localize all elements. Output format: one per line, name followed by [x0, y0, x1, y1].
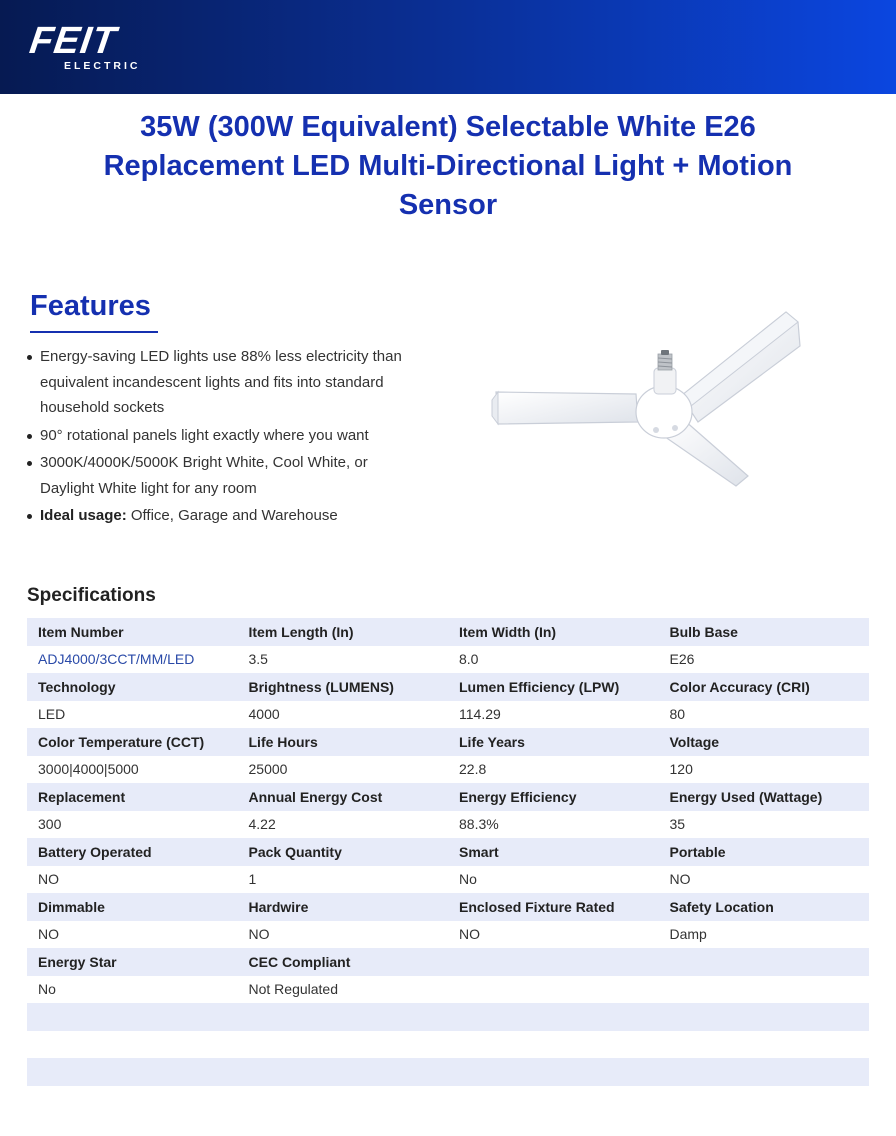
spec-value-row: [27, 976, 869, 1004]
specifications-table: [27, 618, 869, 1086]
spec-label-row: [27, 618, 869, 646]
right-panel: [681, 312, 800, 422]
spec-label: Energy Star: [27, 948, 238, 976]
spec-label-row: [27, 728, 869, 756]
spec-value: Not Regulated: [238, 976, 449, 1004]
spec-value: 1: [238, 866, 449, 894]
feature-item: [27, 344, 407, 421]
product-image: [486, 304, 806, 494]
spec-value: 4000: [238, 701, 449, 729]
spec-value: NO: [238, 921, 449, 949]
spec-value: [448, 976, 659, 1004]
spec-value: 3000|4000|5000: [27, 756, 238, 784]
spec-label: Technology: [27, 673, 238, 701]
spec-label: Annual Energy Cost: [238, 783, 449, 811]
spec-label: Safety Location: [659, 893, 870, 921]
spec-value: 3.5: [238, 646, 449, 674]
spec-label: [448, 948, 659, 976]
spec-value: 88.3%: [448, 811, 659, 839]
spec-label-row: [27, 948, 869, 976]
spec-label: Life Hours: [238, 728, 449, 756]
spec-label: Voltage: [659, 728, 870, 756]
spec-label: [659, 948, 870, 976]
spec-value: Damp: [659, 921, 870, 949]
spec-value: 114.29: [448, 701, 659, 729]
feature-item: [27, 450, 407, 501]
spec-value: 25000: [238, 756, 449, 784]
bulb-base: [654, 350, 676, 394]
spec-value: 300: [27, 811, 238, 839]
spec-value: 120: [659, 756, 870, 784]
spec-label-row: [27, 838, 869, 866]
spec-label: CEC Compliant: [238, 948, 449, 976]
spec-label: Energy Efficiency: [448, 783, 659, 811]
spec-label: Item Number: [27, 618, 238, 646]
spec-value: LED: [27, 701, 238, 729]
feature-text: Office, Garage and Warehouse: [126, 507, 338, 524]
spec-label-row: [27, 893, 869, 921]
feature-text: 90° rotational panels light exactly where you want: [40, 426, 369, 444]
spec-value: NO: [659, 866, 870, 894]
spec-label: Lumen Efficiency (LPW): [448, 673, 659, 701]
brand-header: [0, 0, 896, 94]
empty-value-row: [27, 1031, 869, 1059]
spec-value: No: [27, 976, 238, 1004]
spec-value: 80: [659, 701, 870, 729]
spec-value: NO: [27, 866, 238, 894]
spec-value-row: [27, 921, 869, 949]
feature-text: Energy-saving LED lights use 88% less electricity than equivalent incandescent lights and fits into standard household sockets: [40, 348, 402, 416]
feature-item: [27, 423, 407, 449]
spec-label: Life Years: [448, 728, 659, 756]
spec-value: 4.22: [238, 811, 449, 839]
item-number-value: ADJ4000/3CCT/MM/LED: [27, 646, 238, 674]
feature-item: [27, 503, 407, 529]
spec-label: Bulb Base: [659, 618, 870, 646]
empty-label-row: [27, 1058, 869, 1086]
spec-label: Item Length (In): [238, 618, 449, 646]
spec-label: Hardwire: [238, 893, 449, 921]
spec-label: Replacement: [27, 783, 238, 811]
logo-subtitle: ELECTRIC: [64, 60, 141, 72]
spec-value-row: [27, 756, 869, 784]
product-title: 35W (300W Equivalent) Selectable White E26 Replacement LED Multi-Directional Light + Motion Sensor: [103, 111, 793, 221]
spec-label: Battery Operated: [27, 838, 238, 866]
spec-value: E26: [659, 646, 870, 674]
spec-label: Pack Quantity: [238, 838, 449, 866]
spec-value: NO: [27, 921, 238, 949]
specifications-heading: Specifications: [27, 585, 156, 606]
spec-label: Color Temperature (CCT): [27, 728, 238, 756]
feature-text: 3000K/4000K/5000K Bright White, Cool White, or Daylight White light for any room: [40, 454, 368, 497]
features-list: [27, 344, 407, 531]
spec-value-row: [27, 811, 869, 839]
left-panel: [492, 392, 638, 424]
spec-value-row: [27, 701, 869, 729]
spec-value: 8.0: [448, 646, 659, 674]
spec-label: Color Accuracy (CRI): [659, 673, 870, 701]
logo-wordmark: FEIT: [27, 20, 120, 62]
spec-value: 35: [659, 811, 870, 839]
spec-label: Dimmable: [27, 893, 238, 921]
spec-value: No: [448, 866, 659, 894]
spec-label: Smart: [448, 838, 659, 866]
spec-value-row: [27, 646, 869, 674]
empty-label-row: [27, 1003, 869, 1031]
spec-label-row: [27, 673, 869, 701]
feature-bold: Ideal usage:: [40, 507, 127, 524]
spec-value-row: [27, 866, 869, 894]
spec-value: 22.8: [448, 756, 659, 784]
spec-label: Enclosed Fixture Rated: [448, 893, 659, 921]
spec-label: Item Width (In): [448, 618, 659, 646]
features-heading: Features: [30, 290, 158, 333]
spec-label: Portable: [659, 838, 870, 866]
spec-label: Energy Used (Wattage): [659, 783, 870, 811]
spec-label-row: [27, 783, 869, 811]
spec-value: NO: [448, 921, 659, 949]
spec-value: [659, 976, 870, 1004]
spec-label: Brightness (LUMENS): [238, 673, 449, 701]
feit-logo: [27, 20, 162, 74]
